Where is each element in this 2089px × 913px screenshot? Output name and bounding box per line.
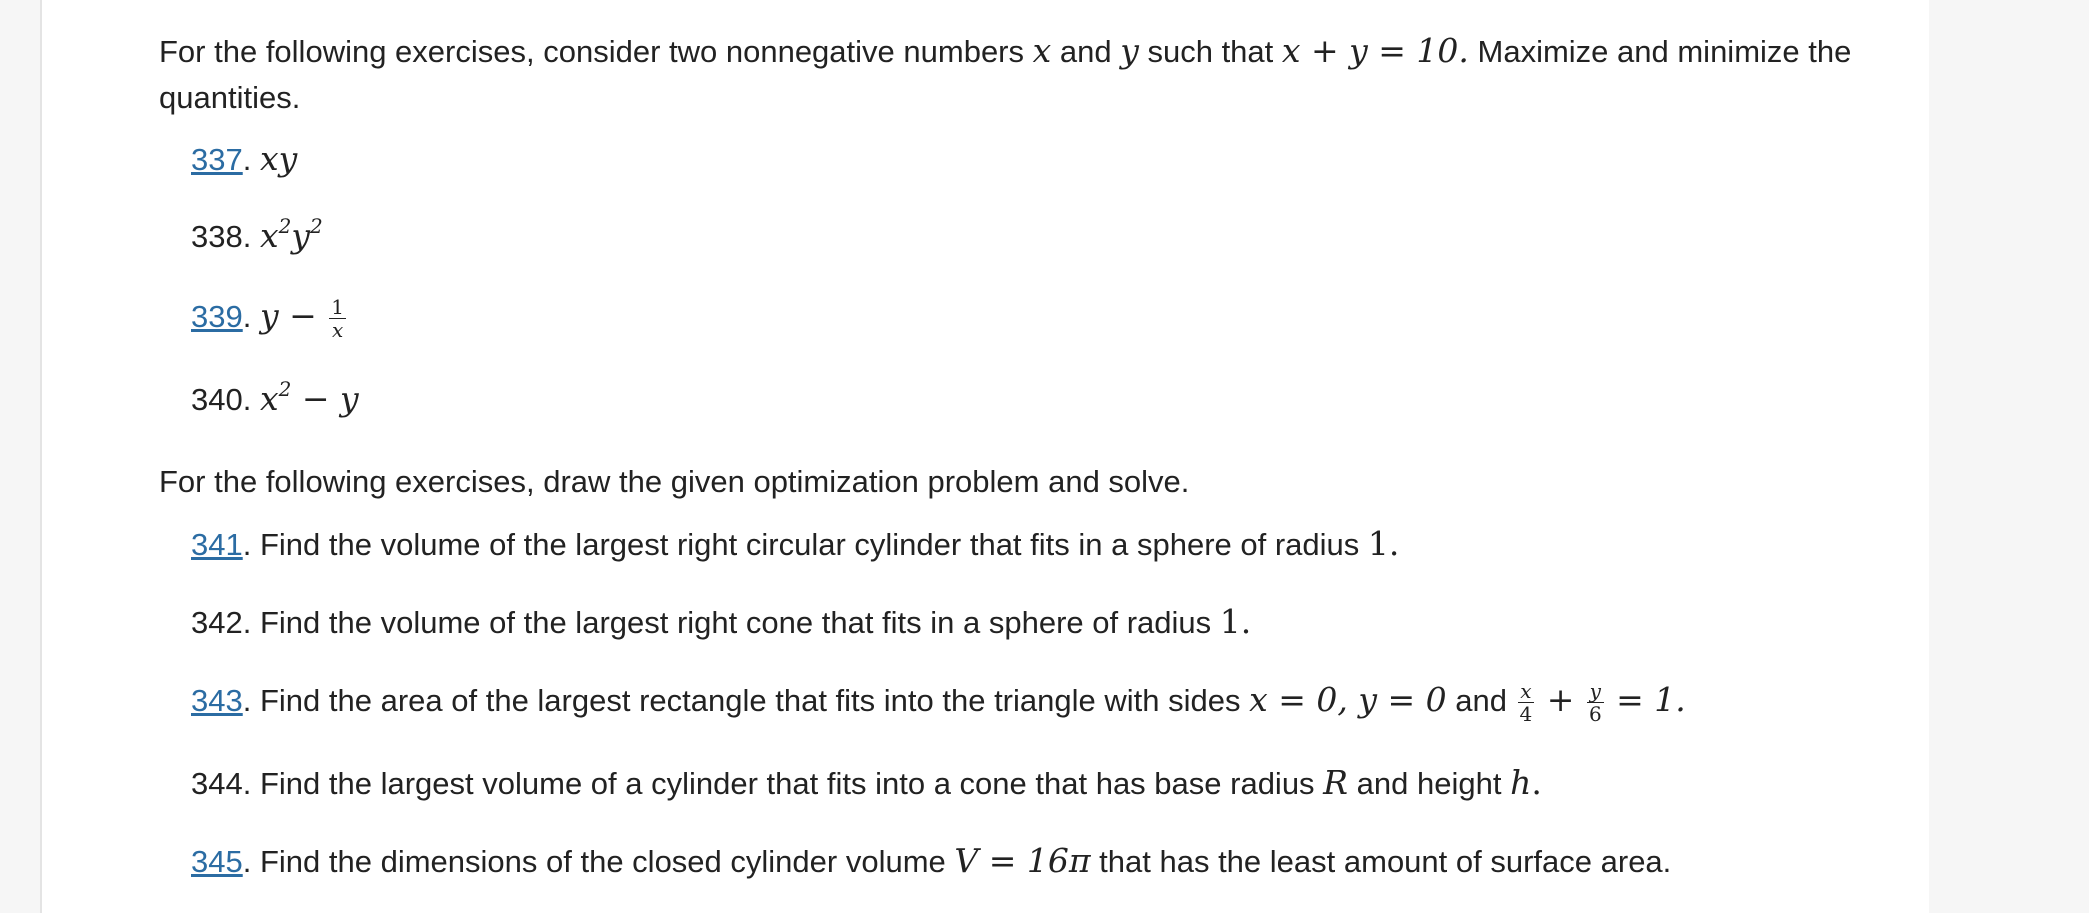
exercise-link-339[interactable]: 339 — [191, 299, 243, 334]
expression-x2y2: $x^2y^2$ — [259, 214, 323, 255]
right-margin-rail — [1929, 0, 2089, 913]
volume-equation: V = 16π — [954, 841, 1091, 880]
exercise-339: 339. y − $\frac{1}{x}$ — [191, 293, 348, 341]
exercise-number-338: 338 — [191, 219, 243, 254]
exercise-number-342: 342 — [191, 605, 243, 640]
exercise-number-344: 344 — [191, 766, 243, 801]
constraint-equation: x + y = 10. — [1281, 31, 1469, 70]
section1-intro: For the following exercises, consider two nonnegative numbers x and y such that x + y = 10. Maximize and minimize the quantities. — [159, 31, 1852, 115]
expression-x2-minus-y: $x^2 - y$ — [259, 377, 359, 418]
triangle-hypotenuse-math: $\frac{x}{4}$ + $\frac{y}{6}$ = 1. — [1519, 678, 1686, 726]
exercise-number-340: 340 — [191, 382, 243, 417]
triangle-sides-math: x = 0, y = 0 — [1249, 680, 1447, 719]
section2-intro: For the following exercises, draw the given optimization problem and solve. — [159, 464, 1190, 499]
left-margin-rail — [0, 0, 42, 913]
exercise-343: 343. Find the area of the largest rectangle that fits into the triangle with sides x = 0, y = 0 and $\frac{x}{4}$ + $\frac{y}{6}$ = 1. — [191, 678, 1686, 726]
exercise-337: 337. xy — [191, 139, 298, 178]
exercise-341: 341. Find the volume of the largest right circular cylinder that fits in a sphere of radius 1. — [191, 524, 1400, 563]
exercise-338: 338. $x^2y^2$ — [191, 214, 323, 255]
exercise-342: 342. Find the volume of the largest right cone that fits in a sphere of radius 1. — [191, 602, 1252, 641]
exercise-345: 345. Find the dimensions of the closed cylinder volume V = 16π that has the least amount of surface area. — [191, 841, 1672, 880]
exercise-link-343[interactable]: 343 — [191, 683, 243, 718]
expression-xy: xy — [259, 139, 298, 178]
exercise-link-341[interactable]: 341 — [191, 527, 243, 562]
expression-y-minus-1-over-x: y − $\frac{1}{x}$ — [259, 294, 344, 342]
exercise-link-345[interactable]: 345 — [191, 844, 243, 879]
exercise-link-337[interactable]: 337 — [191, 142, 243, 177]
exercise-344: 344. Find the largest volume of a cylinder that fits into a cone that has base radius R and height h. — [191, 763, 1542, 802]
exercise-340: 340. $x^2 - y$ — [191, 377, 359, 418]
